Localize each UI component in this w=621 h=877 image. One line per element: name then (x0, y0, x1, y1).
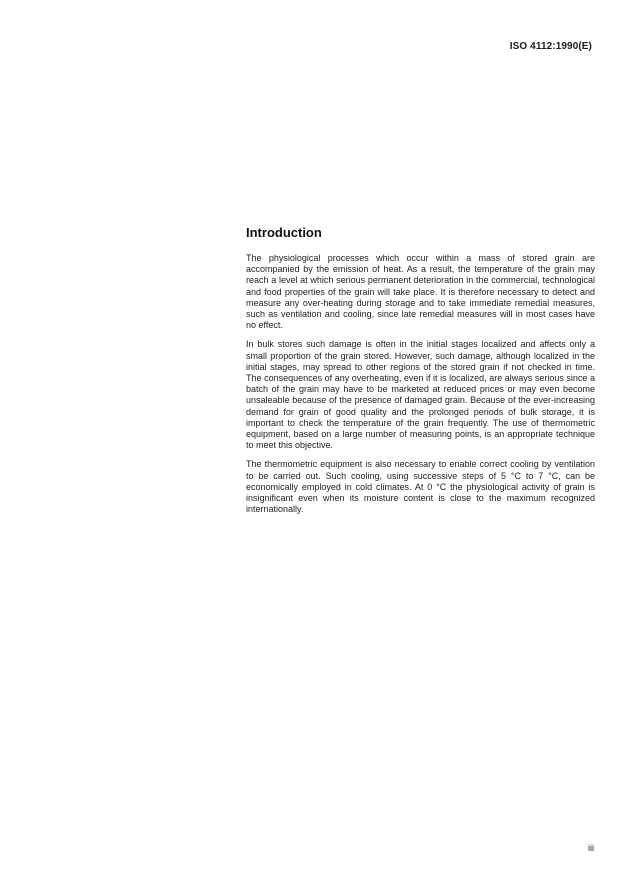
page-number: iii (588, 843, 594, 853)
introduction-section (246, 224, 595, 523)
paragraph-2: In bulk stores such damage is often in the initial stages localized and affects only a small proportion of the grain stored. However, such damage, although localized in the initial stages, may spread to other regions of the stored grain if not checked in time. The consequences of any overheating, even if it is localized, are always serious since a batch of the grain may have to be marketed at reduced prices or may even become unsaleable because of the presence of damaged grain. Because of the ever-increasing demand for grain of good quality and the prolonged periods of bulk storage, it is important to check the temperature of the grain frequently. The use of thermometric equipment, based on a large number of measuring points, is an appropriate technique to meet this objective. (246, 339, 595, 451)
paragraph-3: The thermometric equipment is also necessary to enable correct cooling by ventilation to be carried out. Such cooling, using successive steps of 5 °C to 7 °C, can be economically employed in cold climates. At 0 °C the physiological activity of grain is insignificant even when its moisture content is close to the maximum recognized internationally. (246, 459, 595, 515)
standard-reference: ISO 4112:1990(E) (509, 41, 592, 52)
section-title: Introduction (246, 225, 322, 240)
paragraph-1: The physiological processes which occur within a mass of stored grain are accompanied by the emission of heat. As a result, the temperature of the grain may reach a level at which serious permanent deterioration in the commercial, technological and food properties of the grain will take place. It is therefore necessary to detect and measure any over-heating during storage and to take immediate remedial measures, such as ventilation and cooling, since late remedial measures will in most cases have no effect. (246, 253, 595, 331)
